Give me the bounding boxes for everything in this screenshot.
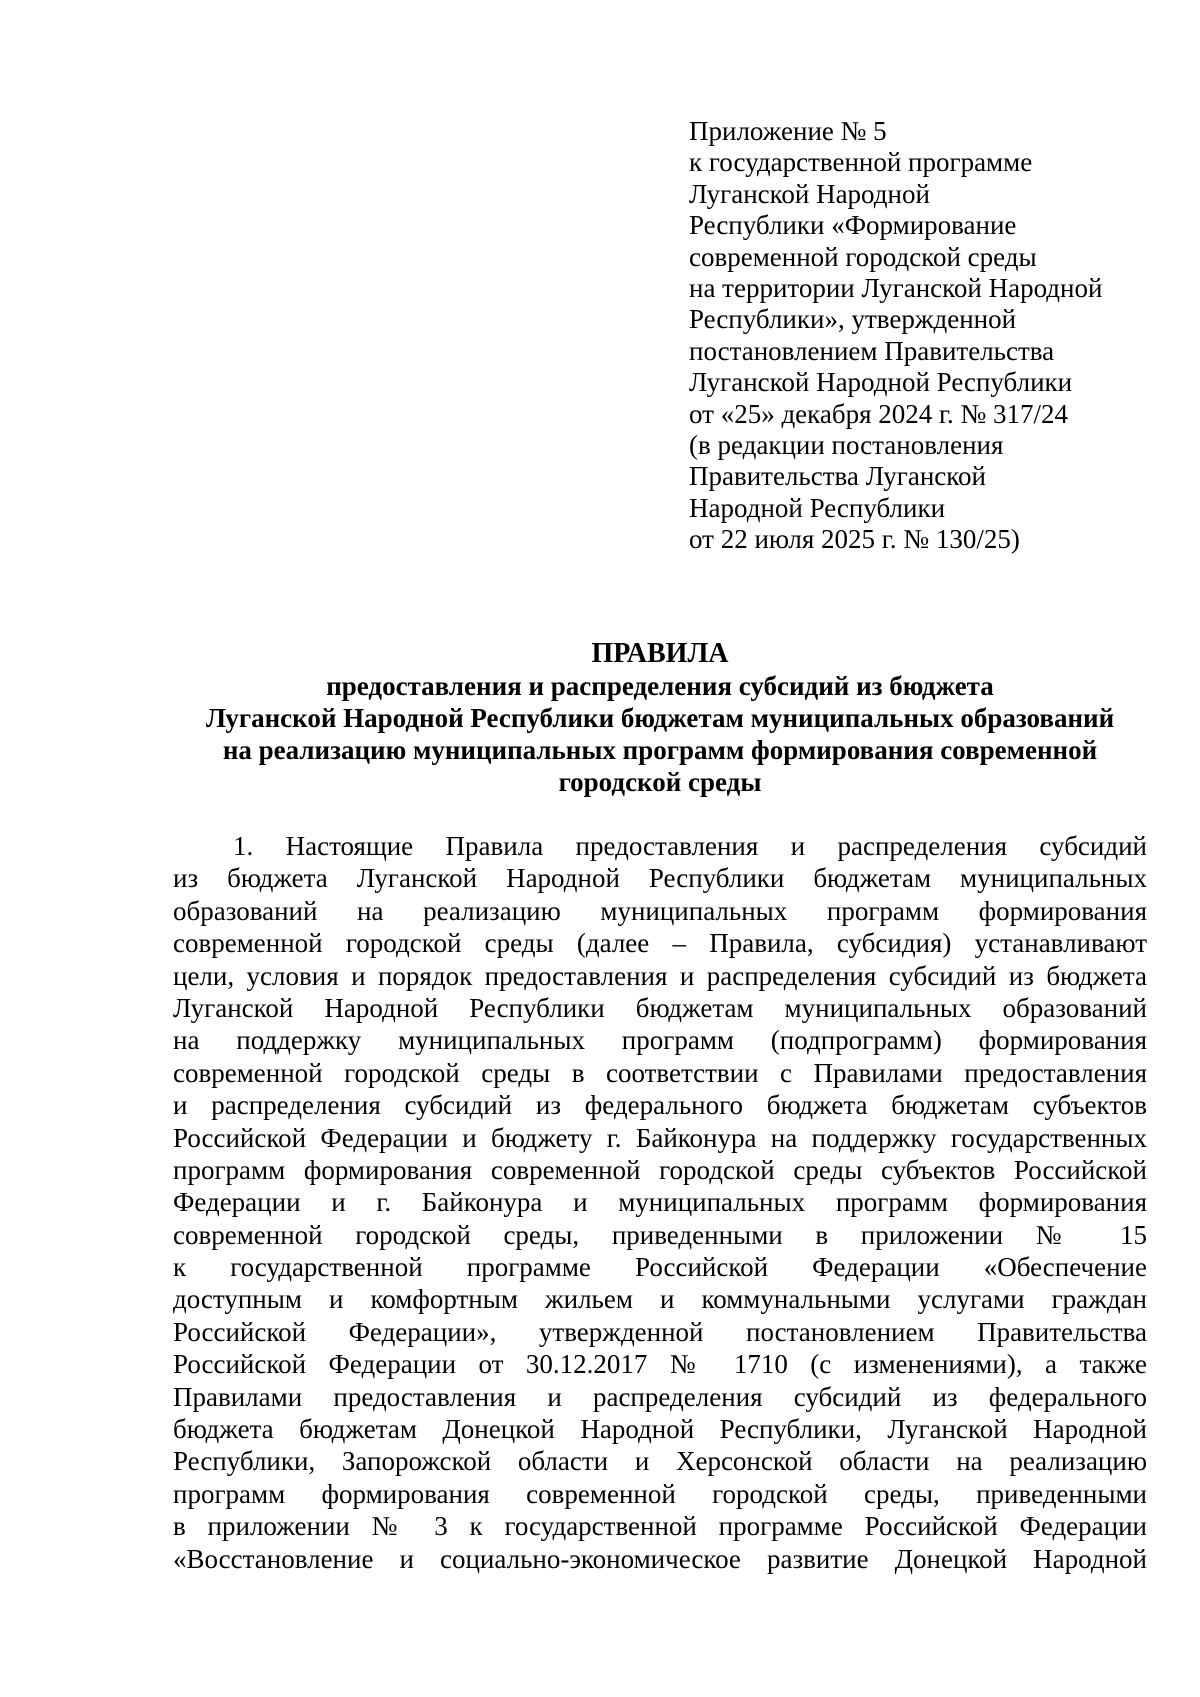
annex-line: на территории Луганской Народной	[689, 273, 1103, 304]
annex-line: Луганской Народной	[689, 178, 930, 209]
annex-line: постановлением Правительства	[689, 335, 1055, 366]
paragraph-line: программ формирования современной городской среды, приведенными	[173, 1478, 1147, 1509]
paragraph-line: программ формирования современной городской среды субъектов Российской	[173, 1154, 1147, 1185]
paragraph-line: 1. Настоящие Правила предоставления и распределения субсидий	[233, 831, 1147, 861]
paragraph-line: Российской Федерации», утвержденной постановлением Правительства	[173, 1316, 1147, 1347]
paragraph-line: Федерации и г. Байконура и муниципальных программ формирования	[173, 1187, 1147, 1218]
document-subtitle-line: городской среды	[558, 767, 762, 797]
paragraph-line: к государственной программе Российской Федерации «Обеспечение	[173, 1252, 1147, 1283]
document-subtitle-line: предоставления и распределения субсидий из бюджета	[326, 671, 994, 701]
annex-line: современной городской среды	[689, 241, 1037, 272]
paragraph-line: Правилами предоставления и распределения субсидий из федерального	[173, 1381, 1147, 1412]
annex-line: Приложение № 5	[689, 116, 887, 146]
paragraph-line: бюджета бюджетам Донецкой Народной Республики, Луганской Народной	[173, 1414, 1147, 1445]
document-title: ПРАВИЛА	[591, 638, 729, 669]
paragraph-line: Российской Федерации от 30.12.2017 № 1710 (с изменениями), а также	[173, 1349, 1147, 1380]
annex-line: Народной Республики	[689, 492, 946, 523]
annex-line: Луганской Народной Республики	[689, 367, 1073, 398]
annex-line: к государственной программе	[689, 147, 1033, 178]
annex-line: от 22 июля 2025 г. № 130/25)	[689, 524, 1020, 555]
paragraph-line: Российской Федерации и бюджету г. Байконура на поддержку государственных	[173, 1122, 1147, 1153]
annex-line: Республики «Формирование	[689, 210, 1017, 241]
paragraph-line: на поддержку муниципальных программ (подпрограмм) формирования	[173, 1025, 1147, 1056]
paragraph-line: Республики, Запорожской области и Херсонской области на реализацию	[173, 1446, 1147, 1477]
paragraph-line: и распределения субсидий из федерального бюджета бюджетам субъектов	[173, 1090, 1147, 1121]
document-subtitle-line: на реализацию муниципальных программ формирования современной	[222, 735, 1098, 765]
document-heading	[120, 638, 1200, 798]
annex-line: Республики», утвержденной	[689, 304, 1017, 335]
paragraph-line: цели, условия и порядок предоставления и распределения субсидий из бюджета	[173, 960, 1147, 991]
paragraph-line: в приложении № 3 к государственной программе Российской Федерации	[173, 1511, 1147, 1542]
paragraph-line: современной городской среды в соответствии с Правилами предоставления	[173, 1057, 1147, 1088]
annex-block	[689, 116, 1159, 556]
paragraph-line: образований на реализацию муниципальных программ формирования	[173, 895, 1147, 926]
paragraph-line: Луганской Народной Республики бюджетам муниципальных образований	[173, 992, 1147, 1023]
document-subtitle-line: Луганской Народной Республики бюджетам муниципальных образований	[205, 703, 1115, 733]
annex-line: Правительства Луганской	[689, 461, 986, 492]
paragraph-line: доступным и комфортным жильем и коммунальными услугами граждан	[173, 1284, 1147, 1315]
paragraph-line: современной городской среды, приведенными в приложении № 15	[173, 1219, 1147, 1250]
body-paragraph	[173, 830, 1147, 1575]
paragraph-line: из бюджета Луганской Народной Республики бюджетам муниципальных	[173, 863, 1147, 894]
paragraph-line: «Восстановление и социально-экономическое развитие Донецкой Народной	[173, 1543, 1147, 1574]
annex-line: (в редакции постановления	[689, 430, 1004, 461]
annex-line: от «25» декабря 2024 г. № 317/24	[689, 398, 1069, 429]
paragraph-line: современной городской среды (далее – Правила, субсидия) устанавливают	[173, 928, 1147, 959]
